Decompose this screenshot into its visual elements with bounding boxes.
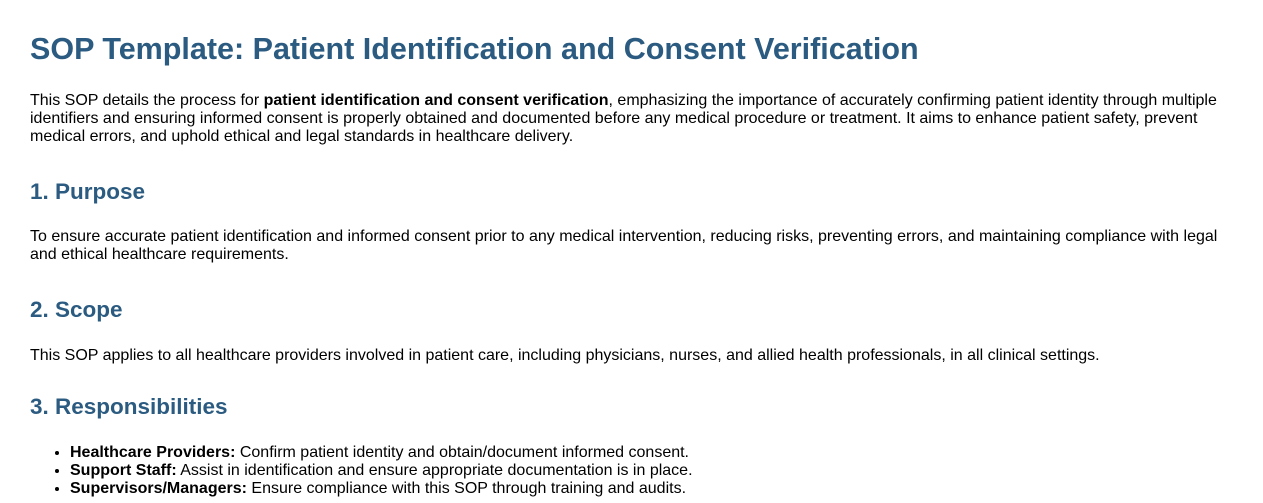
purpose-text: To ensure accurate patient identification and informed consent prior to any medical intervention, reducing risks, preventing errors, and maintaining compliance with legal and ethical healthcare requirements. <box>30 228 1218 263</box>
responsibilities-list <box>30 444 1233 498</box>
role-description: Confirm patient identity and obtain/document informed consent. <box>235 444 689 461</box>
role-description: Ensure compliance with this SOP through training and audits. <box>246 480 687 497</box>
role-label: Healthcare Providers: <box>70 444 236 461</box>
intro-paragraph <box>30 92 1233 146</box>
scope-text: This SOP applies to all healthcare providers involved in patient care, including physicians, nurses, and allied health professionals, in all clinical settings. <box>30 347 1100 364</box>
list-item <box>70 480 1233 498</box>
intro-bold-term: patient identification and consent verification <box>263 92 609 109</box>
scope-heading: 2. Scope <box>30 297 123 322</box>
list-item <box>70 462 1233 480</box>
role-label: Support Staff: <box>70 462 177 479</box>
purpose-heading: 1. Purpose <box>30 179 146 204</box>
page-title: SOP Template: Patient Identification and Consent Verification <box>30 32 919 66</box>
role-label: Supervisors/Managers: <box>70 480 247 497</box>
list-item <box>70 444 1233 462</box>
responsibilities-heading: 3. Responsibilities <box>30 394 228 419</box>
intro-text-end: , emphasizing the importance of accurately confirming patient identity through multiple identifiers and ensuring informed consent is properly obtained and documented before any medical procedure or treatment. It aims to enhance patient safety, prevent medical errors, and uphold ethical and legal standards in healthcare delivery. <box>30 92 1217 145</box>
intro-text-start: This SOP details the process for <box>30 92 264 109</box>
role-description: Assist in identification and ensure appropriate documentation is in place. <box>176 462 693 479</box>
